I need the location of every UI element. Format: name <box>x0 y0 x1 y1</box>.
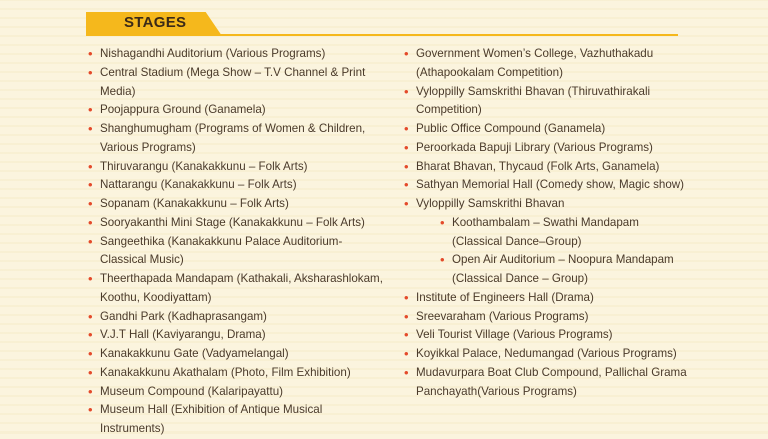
list-item-text: Sreevaraham (Various Programs) <box>416 309 589 323</box>
list-item <box>86 120 386 158</box>
list-item <box>86 195 386 214</box>
bullet-icon: • <box>404 346 409 361</box>
list-item <box>86 214 386 233</box>
bullet-icon: • <box>88 102 93 118</box>
bullet-icon: • <box>88 177 93 193</box>
list-item <box>86 158 386 177</box>
bullet-icon: • <box>88 233 93 249</box>
list-item <box>402 326 702 345</box>
list-item <box>402 176 702 195</box>
list-item <box>402 83 702 121</box>
bullet-icon: • <box>404 158 409 174</box>
list-item-text: Panchayath(Various Programs) <box>416 384 577 398</box>
list-item <box>86 233 386 271</box>
list-item-text: Shanghumugham (Programs of Women & Children, <box>100 122 366 135</box>
list-item-text: Central Stadium (Mega Show – T.V Channel & Print Media) <box>100 65 366 98</box>
bullet-icon: • <box>404 364 409 380</box>
list-item <box>86 401 386 439</box>
bullet-icon: • <box>88 64 93 80</box>
bullet-icon: • <box>440 252 445 268</box>
list-item <box>86 64 386 102</box>
list-item <box>86 383 386 402</box>
list-item <box>86 101 386 120</box>
list-item-text: Museum Compound (Kalaripayattu) <box>100 384 284 398</box>
list-item-text: Sathyan Memorial Hall (Comedy show, Magic show) <box>416 178 685 192</box>
list-item <box>402 308 702 327</box>
list-item <box>402 158 702 177</box>
list-item <box>86 308 386 327</box>
list-item <box>402 289 702 308</box>
bullet-icon: • <box>404 46 409 61</box>
list-item-text: Vyloppilly Samskrithi Bhavan <box>416 197 565 210</box>
list-item-text: Competition) <box>416 103 482 117</box>
list-item-text: Nattarangu (Kanakakkunu – Folk Arts) <box>100 178 297 192</box>
list-item-text: Kanakakkunu Akathalam (Photo, Film Exhibition) <box>100 365 351 379</box>
page-title: STAGES <box>124 14 187 31</box>
list-item <box>86 364 386 383</box>
bullet-icon: • <box>404 196 409 211</box>
bullet-icon: • <box>404 121 409 136</box>
list-item-text: Vyloppilly Samskrithi Bhavan (Thiruvathirakali <box>416 84 651 98</box>
list-item <box>402 45 702 83</box>
stages-list-right <box>402 45 702 401</box>
list-item-text: Various Programs) <box>100 140 196 154</box>
list-item-text: Sangeethika (Kanakakkunu Palace Auditorium- <box>100 234 343 248</box>
list-item-text: Thiruvarangu (Kanakakkunu – Folk Arts) <box>100 159 308 173</box>
stages-list-left <box>86 45 386 439</box>
list-item-text: Veli Tourist Village (Various Programs) <box>416 328 613 342</box>
sub-list-item-text: Open Air Auditorium – Noopura Mandapam <box>452 253 674 267</box>
list-item-text: Koyikkal Palace, Nedumangad (Various Programs) <box>416 347 677 360</box>
list-item <box>402 120 702 139</box>
list-item-text: Sooryakanthi Mini Stage (Kanakakkunu – Folk Arts) <box>100 215 365 229</box>
list-item <box>402 139 702 158</box>
list-item <box>402 195 702 214</box>
list-item-text: Government Women’s College, Vazhuthakadu <box>416 47 654 60</box>
header-rule <box>86 34 678 36</box>
bullet-icon: • <box>404 177 409 193</box>
bullet-icon: • <box>88 271 93 286</box>
list-item-text: Kanakakkunu Gate (Vadyamelangal) <box>100 347 289 360</box>
bullet-icon: • <box>88 196 93 211</box>
bullet-icon: • <box>88 46 93 61</box>
list-item-text: Gandhi Park (Kadhaprasangam) <box>100 309 267 323</box>
list-item <box>86 45 386 64</box>
list-item <box>86 345 386 364</box>
bullet-icon: • <box>88 121 93 136</box>
bullet-icon: • <box>88 346 93 361</box>
list-item-text: Mudavurpara Boat Club Compound, Pallichal Grama <box>416 365 687 379</box>
bullet-icon: • <box>88 214 93 230</box>
list-item-text: Public Office Compound (Ganamela) <box>416 122 606 135</box>
list-item-text: Poojappura Ground (Ganamela) <box>100 103 266 117</box>
list-item-text: Institute of Engineers Hall (Drama) <box>416 290 594 304</box>
sub-list-item <box>402 251 702 289</box>
list-item <box>402 345 702 364</box>
list-item <box>86 270 386 308</box>
bullet-icon: • <box>88 383 93 399</box>
bullet-icon: • <box>88 158 93 174</box>
bullet-icon: • <box>404 289 409 305</box>
bullet-icon: • <box>88 327 93 343</box>
list-item-text: Museum Hall (Exhibition of Antique Musical Instruments) <box>100 403 323 435</box>
list-item-text: Classical Music) <box>100 253 184 267</box>
list-item-text: Peroorkada Bapuji Library (Various Programs) <box>416 140 653 154</box>
sub-list-item-text: (Classical Dance–Group) <box>452 234 582 248</box>
list-item-text: Koothu, Koodiyattam) <box>100 290 212 304</box>
list-item-text: V.J.T Hall (Kaviyarangu, Drama) <box>100 328 266 342</box>
sub-list-item-text: (Classical Dance – Group) <box>452 272 588 285</box>
bullet-icon: • <box>404 308 409 324</box>
bullet-icon: • <box>404 83 409 99</box>
sub-list-item <box>402 214 702 252</box>
bullet-icon: • <box>88 308 93 324</box>
list-item-text: (Athapookalam Competition) <box>416 65 563 79</box>
bullet-icon: • <box>404 327 409 343</box>
bullet-icon: • <box>88 402 93 418</box>
list-item <box>86 326 386 345</box>
bullet-icon: • <box>404 139 409 155</box>
list-item-text: Theerthapada Mandapam (Kathakali, Aksharashlokam, <box>100 272 383 285</box>
list-item-text: Sopanam (Kanakakkunu – Folk Arts) <box>100 197 289 210</box>
bullet-icon: • <box>440 214 445 230</box>
bullet-icon: • <box>88 364 93 380</box>
list-item-text: Nishagandhi Auditorium (Various Programs) <box>100 47 326 60</box>
list-item-text: Bharat Bhavan, Thycaud (Folk Arts, Ganamela) <box>416 159 660 173</box>
sub-list-item-text: Koothambalam – Swathi Mandapam <box>452 215 639 229</box>
list-item <box>402 364 702 402</box>
list-item <box>86 176 386 195</box>
